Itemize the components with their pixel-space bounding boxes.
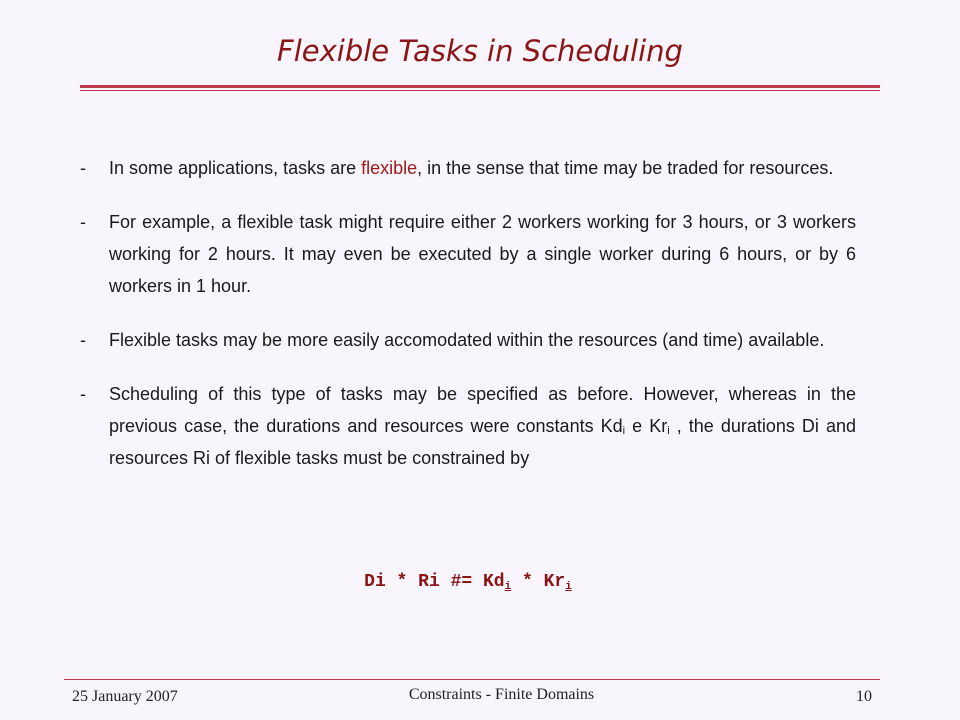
page-number: 10 <box>856 688 872 705</box>
title-rule-thick <box>80 85 880 88</box>
bullet-dash: - <box>80 384 86 404</box>
bullet-accommodation <box>80 324 856 356</box>
bullet-text: Flexible tasks may be more easily accomodated within the resources (and time) available. <box>109 330 825 350</box>
bullet-text: For example, a flexible task might require either 2 workers working for 3 hours, or 3 workers working for 2 hours. It may even be executed by a single worker during 6 hours, or by 6 workers in 1 hour. <box>109 212 856 296</box>
subscript: i <box>667 425 670 437</box>
title-rule-thin <box>80 90 880 91</box>
bullet-text: In some applications, tasks are <box>109 158 362 178</box>
bullet-flexible-definition <box>80 152 856 184</box>
slide-title: Flexible Tasks in Scheduling <box>277 34 683 68</box>
bullet-dash: - <box>80 212 86 232</box>
bullet-text: , in the sense that time may be traded for resources. <box>417 158 834 178</box>
bullet-dash: - <box>80 158 86 178</box>
subscript: i <box>622 425 626 437</box>
highlight-flexible: flexible <box>361 158 418 178</box>
footer-title: Constraints - Finite Domains <box>408 686 595 703</box>
bullet-example <box>80 206 856 302</box>
formula-text: * Kr <box>511 572 566 592</box>
bullet-text: , the durations Di and resources Ri of flexible tasks must be constrained by <box>109 416 857 468</box>
footer-date: 25 January 2007 <box>72 688 178 705</box>
formula-text: Di * Ri #= Kd <box>364 572 505 592</box>
formula-subscript: i <box>565 581 572 593</box>
bullet-text: Scheduling of this type of tasks may be specified as before. However, whereas in the previous case, the durations and resources were constants Kd <box>109 384 856 436</box>
bullet-list <box>80 152 856 496</box>
footer-rule <box>64 679 880 680</box>
bullet-scheduling <box>80 378 856 474</box>
formula-subscript: i <box>504 581 512 593</box>
constraint-formula <box>0 572 936 592</box>
bullet-dash: - <box>80 330 86 350</box>
bullet-text: e Kr <box>625 416 668 436</box>
